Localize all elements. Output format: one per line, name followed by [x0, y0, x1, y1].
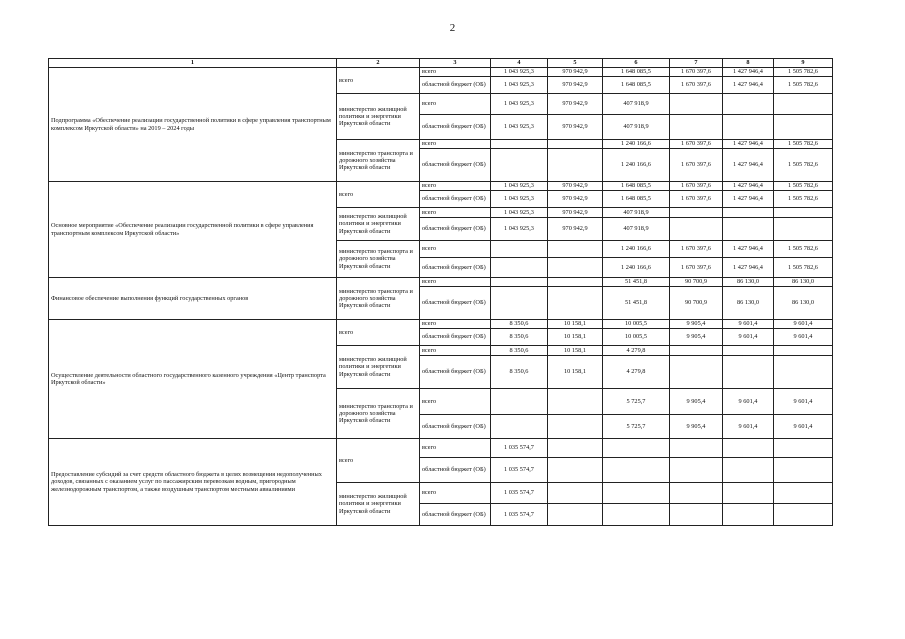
amount-cell	[723, 504, 774, 526]
amount-cell: 4 279,8	[603, 356, 670, 389]
amount-cell	[670, 94, 723, 115]
amount-cell	[774, 94, 833, 115]
amount-cell: 1 427 946,4	[723, 149, 774, 182]
amount-cell: 9 601,4	[774, 329, 833, 346]
amount-cell: 9 601,4	[774, 320, 833, 329]
amount-cell: 970 942,9	[548, 68, 603, 77]
amount-cell	[548, 483, 603, 504]
amount-cell	[774, 208, 833, 218]
amount-cell: 10 005,5	[603, 329, 670, 346]
amount-cell	[723, 208, 774, 218]
amount-cell: 1 505 782,6	[774, 140, 833, 149]
amount-cell	[723, 94, 774, 115]
amount-cell: 8 350,6	[491, 346, 548, 356]
amount-cell: 51 451,8	[603, 278, 670, 287]
amount-cell	[548, 504, 603, 526]
amount-cell: 9 905,4	[670, 320, 723, 329]
amount-cell: 4 279,8	[603, 346, 670, 356]
amount-cell: 1 505 782,6	[774, 68, 833, 77]
amount-cell	[548, 458, 603, 483]
amount-cell: 1 427 946,4	[723, 140, 774, 149]
amount-cell	[548, 140, 603, 149]
amount-cell	[774, 218, 833, 241]
amount-cell	[603, 439, 670, 458]
amount-cell: 1 670 397,6	[670, 140, 723, 149]
header-cell: 9	[774, 59, 833, 68]
amount-cell: 1 670 397,6	[670, 77, 723, 94]
amount-cell: 1 043 925,3	[491, 218, 548, 241]
amount-cell	[723, 218, 774, 241]
amount-cell	[603, 483, 670, 504]
funding-source-cell: областной бюджет (ОБ)	[420, 287, 491, 320]
program-name-cell: Подпрограмма «Обеспечение реализации государственной политики в сфере управления транспортным комплексом Иркутской области» на 2019 – 2024 годы	[49, 68, 337, 182]
amount-cell	[774, 115, 833, 140]
amount-cell: 1 648 085,5	[603, 68, 670, 77]
amount-cell: 8 350,6	[491, 356, 548, 389]
responsible-cell: министерство транспорта и дорожного хозяйства Иркутской области	[337, 278, 420, 320]
funding-source-cell: областной бюджет (ОБ)	[420, 191, 491, 208]
funding-source-cell: областной бюджет (ОБ)	[420, 504, 491, 526]
responsible-cell: всего	[337, 182, 420, 208]
amount-cell	[491, 258, 548, 278]
amount-cell	[774, 458, 833, 483]
table-row	[49, 68, 833, 77]
amount-cell: 1 505 782,6	[774, 149, 833, 182]
amount-cell: 1 648 085,5	[603, 191, 670, 208]
funding-source-cell: всего	[420, 182, 491, 191]
responsible-cell: министерство жилищной политики и энергетики Иркутской области	[337, 94, 420, 140]
responsible-cell: министерство транспорта и дорожного хозяйства Иркутской области	[337, 389, 420, 439]
header-cell: 4	[491, 59, 548, 68]
amount-cell	[670, 483, 723, 504]
table-row	[49, 182, 833, 191]
amount-cell	[670, 458, 723, 483]
funding-source-cell: областной бюджет (ОБ)	[420, 356, 491, 389]
amount-cell: 90 700,9	[670, 287, 723, 320]
amount-cell: 90 700,9	[670, 278, 723, 287]
amount-cell	[723, 458, 774, 483]
funding-source-cell: всего	[420, 140, 491, 149]
amount-cell: 86 130,0	[774, 287, 833, 320]
amount-cell: 407 918,9	[603, 94, 670, 115]
table-row	[49, 439, 833, 458]
amount-cell: 9 905,4	[670, 329, 723, 346]
amount-cell	[670, 115, 723, 140]
header-row	[49, 59, 833, 68]
responsible-cell: министерство транспорта и дорожного хозяйства Иркутской области	[337, 241, 420, 278]
amount-cell	[774, 504, 833, 526]
header-cell: 6	[603, 59, 670, 68]
amount-cell	[670, 208, 723, 218]
amount-cell: 1 648 085,5	[603, 77, 670, 94]
amount-cell: 10 158,1	[548, 329, 603, 346]
amount-cell	[491, 415, 548, 439]
amount-cell: 9 601,4	[774, 389, 833, 415]
amount-cell: 1 427 946,4	[723, 241, 774, 258]
program-name-cell: Предоставление субсидий за счет средств областного бюджета в целях возмещения недополученных доходов, связанных с оказанием услуг по пассажирским перевозкам водным, пригородным железнодорожным транспортом, а также воздушным транспортом местными авиалиниями	[49, 439, 337, 526]
amount-cell: 9 601,4	[723, 415, 774, 439]
funding-source-cell: всего	[420, 94, 491, 115]
amount-cell	[723, 356, 774, 389]
amount-cell	[774, 439, 833, 458]
amount-cell: 970 942,9	[548, 218, 603, 241]
amount-cell: 5 725,7	[603, 415, 670, 439]
amount-cell: 86 130,0	[723, 287, 774, 320]
funding-source-cell: областной бюджет (ОБ)	[420, 258, 491, 278]
table-row	[49, 320, 833, 329]
header-cell: 5	[548, 59, 603, 68]
amount-cell	[670, 504, 723, 526]
amount-cell: 1 505 782,6	[774, 191, 833, 208]
amount-cell: 9 905,4	[670, 415, 723, 439]
page-number: 2	[449, 22, 456, 34]
amount-cell	[723, 439, 774, 458]
amount-cell	[603, 504, 670, 526]
funding-source-cell: всего	[420, 241, 491, 258]
funding-source-cell: областной бюджет (ОБ)	[420, 218, 491, 241]
amount-cell: 9 905,4	[670, 389, 723, 415]
responsible-cell: министерство жилищной политики и энергетики Иркутской области	[337, 346, 420, 389]
amount-cell: 1 505 782,6	[774, 182, 833, 191]
amount-cell: 9 601,4	[723, 320, 774, 329]
amount-cell: 1 427 946,4	[723, 77, 774, 94]
amount-cell: 970 942,9	[548, 182, 603, 191]
amount-cell: 1 043 925,3	[491, 191, 548, 208]
amount-cell	[548, 241, 603, 258]
amount-cell: 1 670 397,6	[670, 182, 723, 191]
amount-cell: 970 942,9	[548, 115, 603, 140]
amount-cell: 86 130,0	[774, 278, 833, 287]
responsible-cell: министерство жилищной политики и энергетики Иркутской области	[337, 208, 420, 241]
header-cell: 8	[723, 59, 774, 68]
amount-cell	[723, 346, 774, 356]
amount-cell: 1 043 925,3	[491, 94, 548, 115]
amount-cell	[603, 458, 670, 483]
funding-source-cell: всего	[420, 208, 491, 218]
responsible-cell: всего	[337, 68, 420, 94]
amount-cell: 1 240 166,6	[603, 258, 670, 278]
funding-source-cell: областной бюджет (ОБ)	[420, 329, 491, 346]
amount-cell	[670, 218, 723, 241]
amount-cell	[548, 258, 603, 278]
amount-cell: 1 035 574,7	[491, 439, 548, 458]
amount-cell: 8 350,6	[491, 320, 548, 329]
amount-cell: 1 240 166,6	[603, 241, 670, 258]
funding-source-cell: всего	[420, 389, 491, 415]
amount-cell	[491, 278, 548, 287]
program-name-cell: Осуществление деятельности областного государственного казенного учреждения «Центр транспорта Иркутской области»	[49, 320, 337, 439]
amount-cell	[491, 241, 548, 258]
amount-cell: 1 505 782,6	[774, 77, 833, 94]
amount-cell: 1 670 397,6	[670, 68, 723, 77]
amount-cell: 10 158,1	[548, 346, 603, 356]
amount-cell: 1 427 946,4	[723, 68, 774, 77]
funding-source-cell: областной бюджет (ОБ)	[420, 415, 491, 439]
funding-source-cell: областной бюджет (ОБ)	[420, 77, 491, 94]
amount-cell	[723, 115, 774, 140]
amount-cell: 1 035 574,7	[491, 483, 548, 504]
amount-cell: 970 942,9	[548, 191, 603, 208]
budget-table	[48, 58, 833, 526]
amount-cell: 1 043 925,3	[491, 208, 548, 218]
amount-cell	[670, 439, 723, 458]
amount-cell	[774, 356, 833, 389]
amount-cell: 1 035 574,7	[491, 458, 548, 483]
amount-cell	[670, 356, 723, 389]
funding-source-cell: всего	[420, 346, 491, 356]
funding-source-cell: областной бюджет (ОБ)	[420, 458, 491, 483]
amount-cell: 10 158,1	[548, 356, 603, 389]
amount-cell	[491, 287, 548, 320]
amount-cell	[548, 149, 603, 182]
responsible-cell: всего	[337, 320, 420, 346]
funding-source-cell: всего	[420, 278, 491, 287]
amount-cell: 1 505 782,6	[774, 241, 833, 258]
amount-cell: 9 601,4	[774, 415, 833, 439]
amount-cell: 9 601,4	[723, 329, 774, 346]
amount-cell	[774, 346, 833, 356]
amount-cell: 407 918,9	[603, 208, 670, 218]
funding-source-cell: областной бюджет (ОБ)	[420, 149, 491, 182]
amount-cell: 970 942,9	[548, 208, 603, 218]
amount-cell: 970 942,9	[548, 94, 603, 115]
amount-cell	[548, 278, 603, 287]
responsible-cell: всего	[337, 439, 420, 483]
amount-cell: 1 240 166,6	[603, 149, 670, 182]
amount-cell: 1 505 782,6	[774, 258, 833, 278]
funding-source-cell: всего	[420, 68, 491, 77]
funding-source-cell: всего	[420, 320, 491, 329]
amount-cell: 1 427 946,4	[723, 258, 774, 278]
amount-cell	[548, 389, 603, 415]
amount-cell	[548, 287, 603, 320]
funding-source-cell: всего	[420, 439, 491, 458]
funding-source-cell: областной бюджет (ОБ)	[420, 115, 491, 140]
amount-cell: 1 043 925,3	[491, 115, 548, 140]
amount-cell: 1 035 574,7	[491, 504, 548, 526]
table-row	[49, 278, 833, 287]
amount-cell	[774, 483, 833, 504]
amount-cell: 8 350,6	[491, 329, 548, 346]
amount-cell: 1 427 946,4	[723, 182, 774, 191]
header-cell: 7	[670, 59, 723, 68]
responsible-cell: министерство транспорта и дорожного хозяйства Иркутской области	[337, 140, 420, 182]
amount-cell	[548, 415, 603, 439]
amount-cell: 10 005,5	[603, 320, 670, 329]
amount-cell: 970 942,9	[548, 77, 603, 94]
amount-cell	[491, 389, 548, 415]
amount-cell: 1 670 397,6	[670, 258, 723, 278]
header-cell: 2	[337, 59, 420, 68]
amount-cell: 1 043 925,3	[491, 68, 548, 77]
amount-cell: 51 451,8	[603, 287, 670, 320]
amount-cell: 407 918,9	[603, 115, 670, 140]
amount-cell: 1 648 085,5	[603, 182, 670, 191]
amount-cell: 1 043 925,3	[491, 182, 548, 191]
program-name-cell: Основное мероприятие «Обеспечение реализации государственной политики в сфере управления транспортным комплексом Иркутской области»	[49, 182, 337, 278]
amount-cell: 1 670 397,6	[670, 191, 723, 208]
header-cell: 3	[420, 59, 491, 68]
amount-cell: 1 427 946,4	[723, 191, 774, 208]
amount-cell: 1 043 925,3	[491, 77, 548, 94]
amount-cell	[548, 439, 603, 458]
header-cell: 1	[49, 59, 337, 68]
amount-cell: 9 601,4	[723, 389, 774, 415]
amount-cell: 1 670 397,6	[670, 149, 723, 182]
amount-cell	[723, 483, 774, 504]
responsible-cell: министерство жилищной политики и энергетики Иркутской области	[337, 483, 420, 526]
amount-cell: 10 158,1	[548, 320, 603, 329]
amount-cell: 407 918,9	[603, 218, 670, 241]
amount-cell: 86 130,0	[723, 278, 774, 287]
amount-cell: 1 670 397,6	[670, 241, 723, 258]
amount-cell: 1 240 166,6	[603, 140, 670, 149]
amount-cell: 5 725,7	[603, 389, 670, 415]
amount-cell	[491, 140, 548, 149]
amount-cell	[491, 149, 548, 182]
amount-cell	[670, 346, 723, 356]
funding-source-cell: всего	[420, 483, 491, 504]
program-name-cell: Финансовое обеспечение выполнения функций государственных органов	[49, 278, 337, 320]
